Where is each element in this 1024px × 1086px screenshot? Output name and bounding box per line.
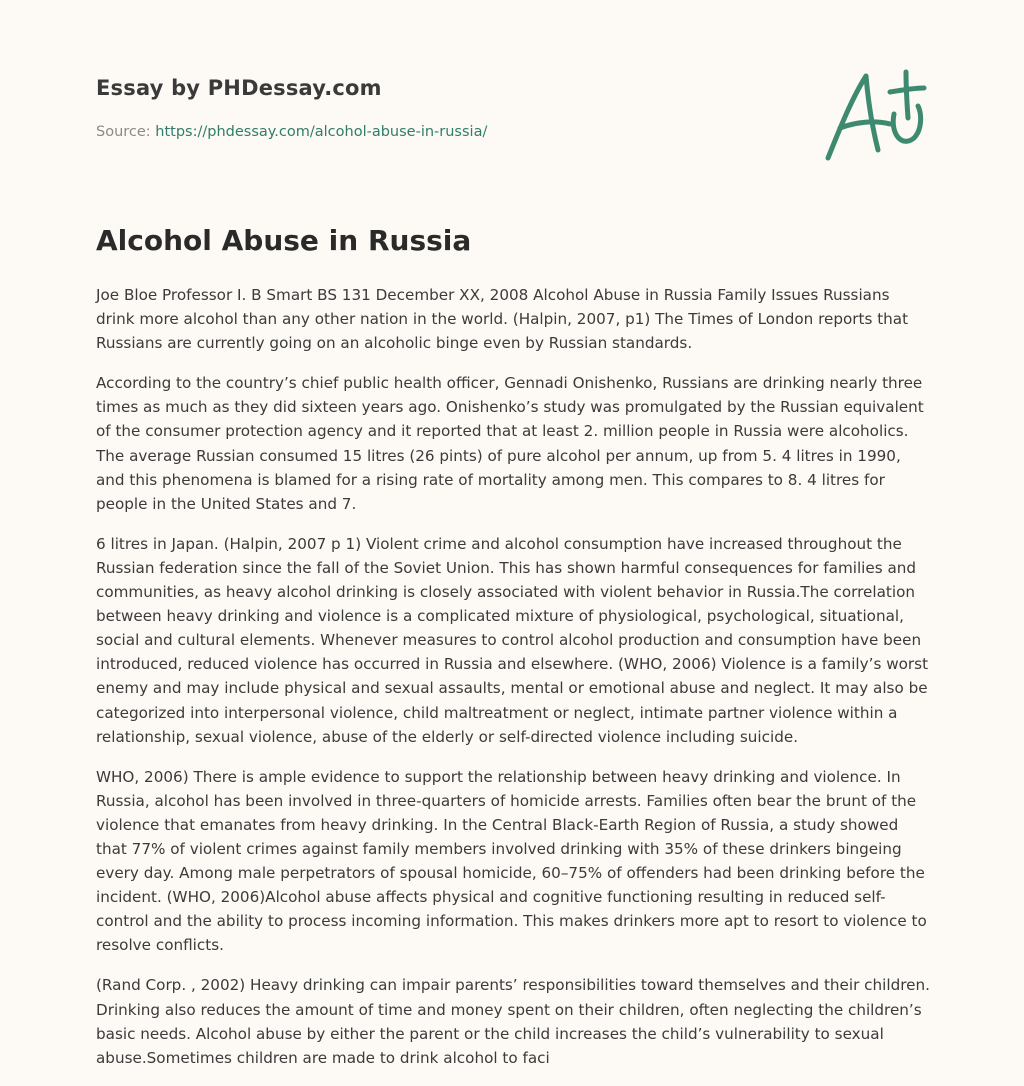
essay-paragraph: (Rand Corp. , 2002) Heavy drinking can impair parents’ responsibilities toward themselves and their children. Drinking also reduces the amount of time and money spent on their children, often neglecting the children’s basic needs. Alcohol abuse by either the parent or the child increases the child’s vulnerability to sexual abuse.Sometimes children are made to drink alcohol to faci <box>96 976 930 1067</box>
essay-paragraph: 6 litres in Japan. (Halpin, 2007 p 1) Violent crime and alcohol consumption have increased throughout the Russian federation since the fall of the Soviet Union. This has shown harmful consequences for families and communities, as heavy alcohol drinking is closely associated with violent behavior in Russia.The correlation between heavy drinking and violence is a complicated mixture of physiological, psychological, situational, social and cultural elements. Whenever measures to control alcohol production and consumption have been introduced, reduced violence has occurred in Russia and elsewhere. (WHO, 2006) Violence is a family’s worst enemy and may include physical and sexual assaults, mental or emotional abuse and neglect. It may also be categorized into interpersonal violence, child maltreatment or neglect, intimate partner violence within a relationship, sexual violence, abuse of the elderly or self-directed violence including suicide. <box>96 534 929 746</box>
essay-paragraph: Joe Bloe Professor I. B Smart BS 131 December XX, 2008 Alcohol Abuse in Russia Family Issues Russians drink more alcohol than any other nation in the world. (Halpin, 2007, p1) The Times of London reports that Russians are currently going on an alcoholic binge even by Russian standards. <box>96 286 909 353</box>
source-link[interactable]: https://phdessay.com/alcohol-abuse-in-russia/ <box>155 124 488 140</box>
site-header <box>96 76 796 140</box>
source-line <box>96 124 796 140</box>
essay-title: Alcohol Abuse in Russia <box>96 224 472 257</box>
source-label: Source: <box>96 124 156 140</box>
essay-paragraph: According to the country’s chief public health officer, Gennadi Onishenko, Russians are drinking nearly three times as much as they did sixteen years ago. Onishenko’s study was promulgated by the Russian equivalent of the consumer protection agency and it reported that at least 2. million people in Russia were alcoholics. The average Russian consumed 15 litres (26 pints) of pure alcohol per annum, up from 5. 4 litres in 1990, and this phenomena is blamed for a rising rate of mortality among men. This compares to 8. 4 litres for people in the United States and 7. <box>96 374 924 513</box>
essay-paragraph: WHO, 2006) There is ample evidence to support the relationship between heavy drinking and violence. In Russia, alcohol has been involved in three-quarters of homicide arrests. Families often bear the brunt of the violence that emanates from heavy drinking. In the Central Black-Earth Region of Russia, a study showed that 77% of violent crimes against family members involved drinking with 35% of these drinkers bingeing every day. Among male perpetrators of spousal homicide, 60–75% of offenders had been drinking before the incident. (WHO, 2006)Alcohol abuse affects physical and cognitive functioning resulting in reduced self-control and the ability to process incoming information. This makes drinkers more apt to resort to violence to resolve conflicts. <box>96 767 927 955</box>
brand-title: Essay by PHDessay.com <box>96 76 382 100</box>
a-plus-grade-icon <box>818 64 930 168</box>
essay-body <box>96 283 932 1086</box>
